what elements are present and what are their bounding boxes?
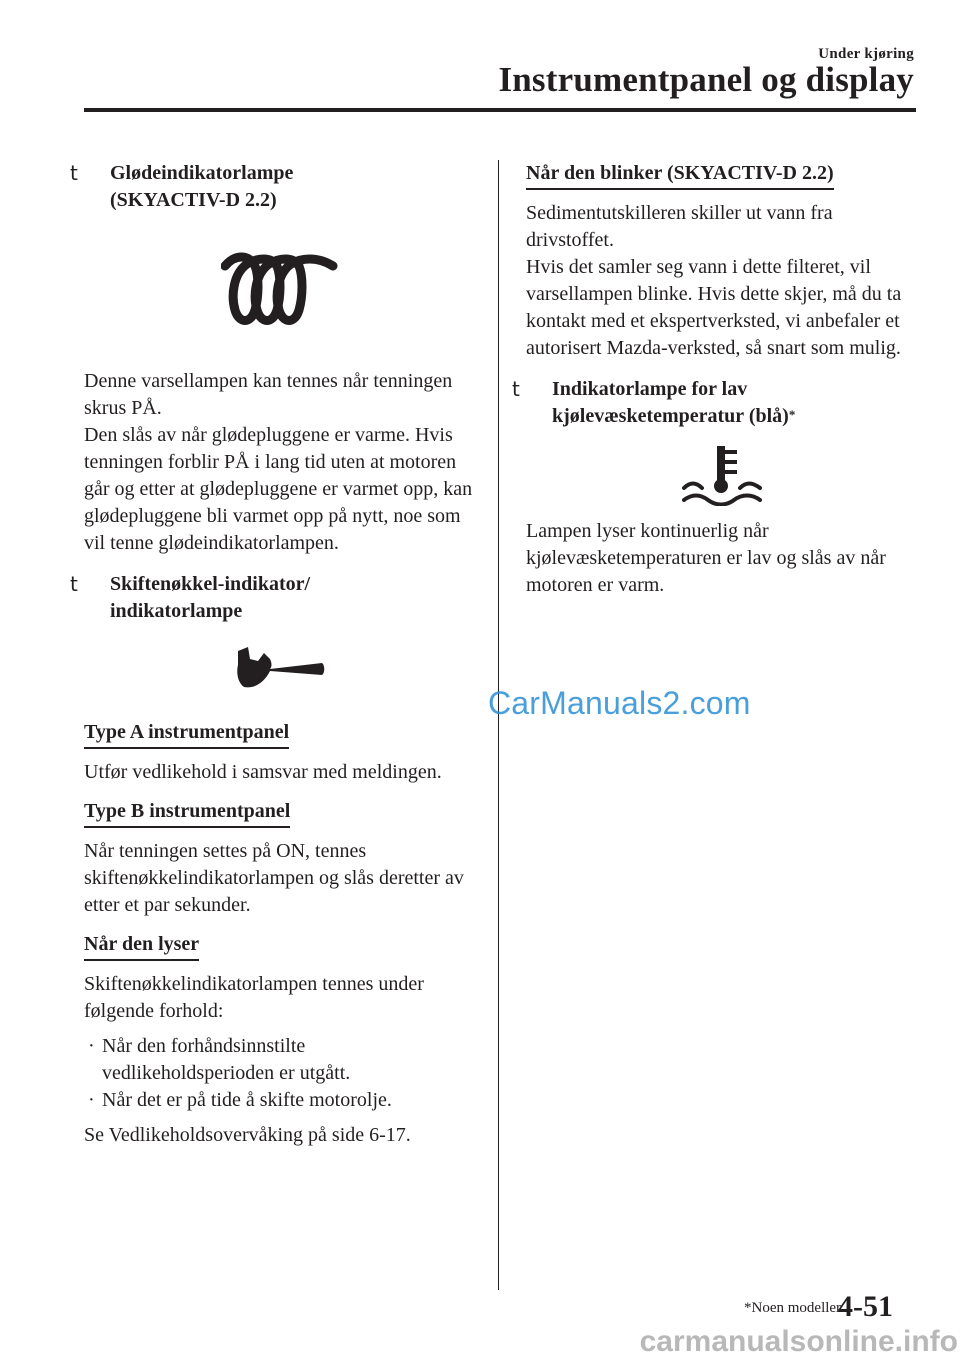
bullet-icon: t [70, 161, 78, 185]
bullet-icon: t [512, 377, 520, 401]
coolant-heading-line2: kjølevæsketemperatur (blå) [552, 405, 789, 427]
lit-heading: Når den lyser [84, 931, 199, 961]
wrench-indicator-heading [70, 571, 476, 625]
coolant-heading-line1: Indikatorlampe for lav [552, 378, 748, 400]
list-item [84, 1087, 476, 1114]
see-also-reference: Se Vedlikeholdsovervåking på side 6-17. [84, 1124, 411, 1146]
column-divider [498, 160, 499, 1290]
header-section: Under kjøring [818, 46, 914, 62]
list-bullet: · [88, 1089, 95, 1111]
wrench-heading-line1: Skiftenøkkel-indikator/ [110, 573, 311, 595]
watermark-logo: CarManuals2.com [488, 685, 751, 721]
glow-indicator-heading [70, 160, 476, 214]
glow-plug-icon-wrap [84, 252, 476, 328]
glow-heading-line1: Glødeindikatorlampe [110, 162, 294, 184]
lit-body: Skiftenøkkelindikatorlampen tennes under følgende forhold: [84, 973, 424, 1022]
footnote: *Noen modeller. [744, 1300, 844, 1316]
list-item-text: Når det er på tide å skifte motorolje. [102, 1089, 392, 1111]
wrench-heading-line2: indikatorlampe [110, 600, 243, 622]
list-item-text: Når den forhåndsinnstilte vedlikeholdsperioden er utgått. [102, 1035, 351, 1084]
list-bullet: · [88, 1035, 95, 1057]
condition-list [84, 1033, 476, 1114]
type-b-heading: Type B instrumentpanel [84, 798, 290, 828]
blink-heading: Når den blinker (SKYACTIV-D 2.2) [526, 160, 834, 190]
coolant-icon-wrap [526, 444, 918, 506]
blink-body-1: Sedimentutskilleren skiller ut vann fra drivstoffet. [526, 202, 833, 251]
wrench-icon-wrap [84, 643, 476, 693]
header-rule [84, 108, 916, 112]
glow-heading-line2: (SKYACTIV-D 2.2) [110, 189, 277, 211]
type-a-heading: Type A instrumentpanel [84, 719, 289, 749]
asterisk: * [788, 407, 796, 422]
glow-body-2: Den slås av når glødepluggene er varme. Hvis tenningen forblir PÅ i lang tid uten at motoren går og etter at glødepluggene er varmet opp, kan glødepluggene bli varmet opp på nytt, noe som vil tenne glødeindikatorlampen. [84, 424, 473, 554]
type-b-body: Når tenningen settes på ON, tennes skiftenøkkelindikatorlampen og slås deretter av etter et par sekunder. [84, 840, 464, 916]
coolant-temperature-icon [680, 444, 764, 506]
wrench-icon [234, 643, 326, 693]
coolant-body: Lampen lyser kontinuerlig når kjølevæsketemperaturen er lav og slås av når motoren er varm. [526, 520, 886, 596]
page-title: Instrumentpanel og display [498, 60, 914, 99]
right-column [512, 160, 918, 607]
coolant-indicator-heading [512, 376, 918, 430]
glow-plug-coil-icon [221, 252, 339, 328]
blink-body-2: Hvis det samler seg vann i dette filteret, vil varsellampen blinke. Hvis dette skjer, må du ta kontakt med et ekspertverksted, vi anbefaler et autorisert Mazda-verksted, så snart som mulig. [526, 256, 902, 359]
glow-body-1: Denne varsellampen kan tennes når tenningen skrus PÅ. [84, 370, 453, 419]
left-column [70, 160, 476, 1157]
page-number: 4-51 [838, 1290, 893, 1323]
type-a-body: Utfør vedlikehold i samsvar med meldingen. [84, 761, 442, 783]
bullet-icon: t [70, 572, 78, 596]
list-item [84, 1033, 476, 1087]
footer-url: carmanualsonline.info [639, 1325, 958, 1358]
